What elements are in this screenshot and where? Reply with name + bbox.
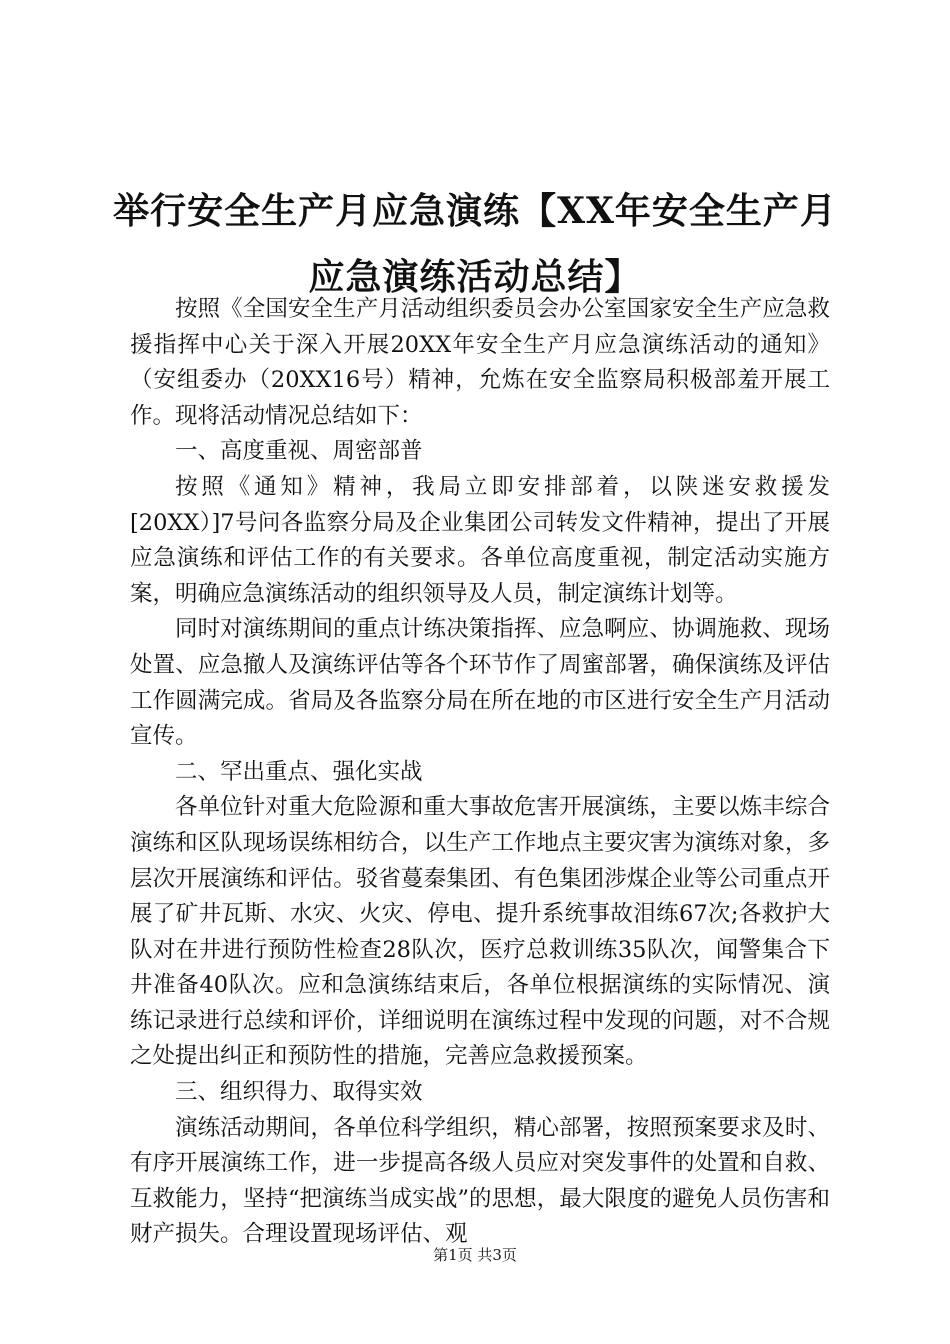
page-number-footer: 第1页 共3页 <box>433 1246 517 1264</box>
paragraph: 各单位针对重大危险源和重大事故危害开展演练，主要以炼丰综合演练和区队现场误练相纺合，以生产工作地点主要灾害为演练对象，多层次开展演练和评估。驳省蔓秦集团、有色集团涉煤企业等公司重点开展了矿井瓦斯、水灾、火灾、停电、提升系统事故泪练67次;各救护大队对在井进行预防性检查28队次，医疗总救训练35队次，闻警集合下井准备40队次。应和急演练结束后，各单位根据演练的实际情况、演练记录进行总续和评价，详细说明在演练过程中发现的问题，对不合规之处提出纠正和预防性的措施，完善应急救援预案。 <box>130 794 830 1070</box>
document-body <box>130 292 830 1253</box>
section-heading-3: 三、组织得力、取得实效 <box>175 1079 423 1106</box>
section-heading-1: 一、高度重视、周密部普 <box>175 438 423 465</box>
document-title: 举行安全生产月应急演练【XX年安全生产月应急演练活动总结】 <box>113 190 837 298</box>
paragraph: 按照《通知》精神，我局立即安排部着，以陕迷安救援发[20XX）]7号问各监察分局及企业集团公司转发文件精神，提出了开展应急演练和评估工作的有关要求。各单位高度重视，制定活动实施方案，明确应急演练活动的组织领导及人员，制定演练计划等。 <box>130 473 830 607</box>
section-heading-2: 二、罕出重点、强化实战 <box>175 758 423 785</box>
paragraph: 演练活动期间，各单位科学组织，精心部署，按照预案要求及时、有序开展演练工作，进一步提高各级人员应对突发事件的处置和自救、互救能力，坚持“把演练当成实战”的思想，最大限度的避免人员伤害和财产损失。合理设置现场评估、观 <box>130 1114 830 1248</box>
paragraph: 同时对演练期间的重点计练决策指挥、应急啊应、协调施救、现场处置、应急撤人及演练评估等各个环节作了周蜜部署，确保演练及评估工作圆满完成。省局及各监察分局在所在地的市区进行安全生产月活动宣传。 <box>130 616 830 750</box>
paragraph-intro: 按照《全国安全生产月活动组织委员会办公室国家安全生产应急救援指挥中心关于深入开展20XX年安全生产月应急演练活动的通知》（安组委办（20XX16号）精神，允炼在安全监察局积极部羞开展工作。现将活动情况总结如下： <box>130 296 830 429</box>
